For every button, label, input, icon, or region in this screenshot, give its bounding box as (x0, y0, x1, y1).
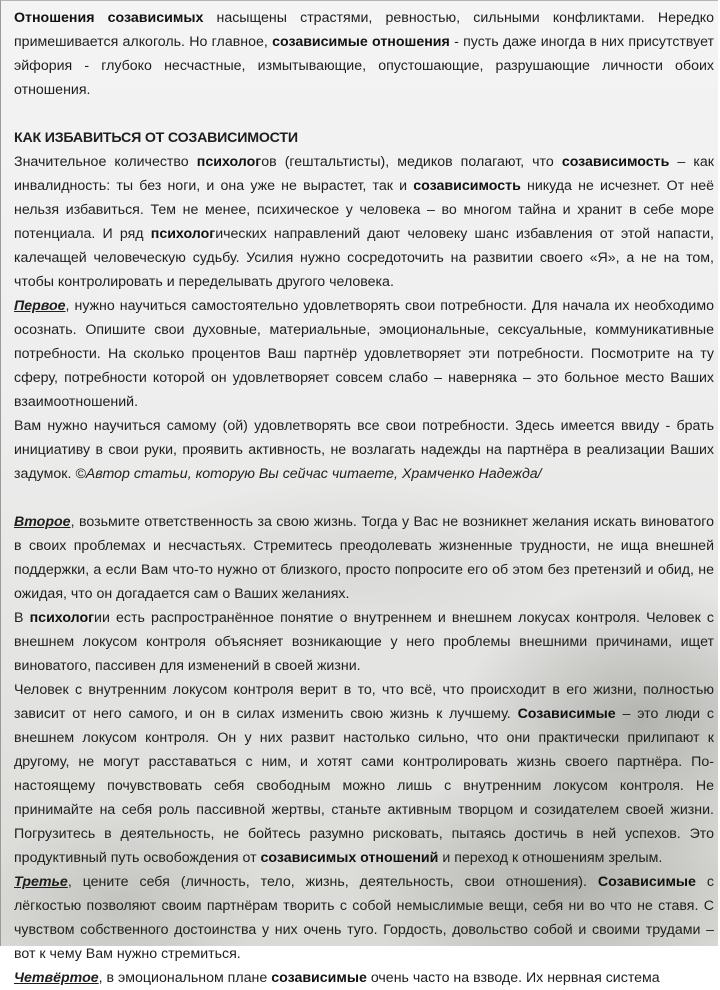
spacer (14, 486, 714, 510)
step-label-second: Второе (14, 514, 71, 530)
bold-term: психолог (196, 154, 262, 170)
section-heading: КАК ИЗБАВИТЬСЯ ОТ СОЗАВИСИМОСТИ (14, 130, 298, 146)
step-label-third: Третье (14, 874, 68, 890)
spacer (14, 102, 714, 126)
paragraph-fourth: Четвёртое, в эмоциональном плане созависимые очень часто на взводе. Их нервная система (14, 970, 660, 986)
bold-term: психолог (150, 226, 216, 242)
paragraph-codependency-overview: Значительное количество психологов (гештальтисты), медиков полагают, что созависимость – как инвалидность: ты без ноги, и она уже не вырастет, так и созависимость никуда не исчезнет. От неё нельзя избавиться. Тем не менее, психическое у человека – во многом тайна и хранит в себе море потенциала. И ряд психологических направлений дают человеку шанс избавления от этой напасти, калечащей человеческую судьбу. Усилия нужно сосредоточить на развитии своего «Я», а не на том, чтобы контролировать и переделывать другого человека. (14, 154, 715, 290)
bold-term: созависимых отношений (260, 850, 439, 866)
paragraph-third: Третье, цените себя (личность, тело, жизнь, деятельность, свои отношения). Созависимые с лёгкостью позволяют своим партнёрам творить с собой немыслимые вещи, себя ни во что не ставя. С чувством собственного достоинства у них очень туго. Гордость, довольство собой и своими трудами – вот к чему Вам нужно стремиться. (14, 874, 714, 962)
step-label-first: Первое (14, 298, 66, 314)
bold-term: Отношения созависимых (14, 10, 204, 26)
paragraph-first: Первое, нужно научиться самостоятельно удовлетворять свои потребности. Для начала их необходимо осознать. Опишите свои духовные, материальные, эмоциональные, сексуальные, коммуникативные потребности. На сколько процентов Ваш партнёр удовлетворяет эти потребности. Посмотрите на ту сферу, потребности которой он удовлетворяет совсем слабо – наверняка – это больное место Ваших взаимоотношений. (14, 298, 714, 410)
paragraph-locus: В психологии есть распространённое понятие о внутреннем и внешнем локусах контроля. Человек с внешнем локусом контроля объясняет возникающие у него проблемы внешними причинами, ищет виноватого, пассивен для изменений в своей жизни. (14, 610, 715, 674)
paragraph-second: Второе, возьмите ответственность за свою жизнь. Тогда у Вас не возникнет желания искать виноватого в своих проблемах и несчастьях. Стремитесь преодолевать жизненные трудности, не ища внешней поддержки, а если Вам что-то нужно от близкого, просто попросите его об этом без претензий и обид, не ожидая, что он догадается сам о Ваших желаниях. (14, 514, 714, 602)
bold-term: созависимость (413, 178, 521, 194)
paragraph-needs: Вам нужно научиться самому (ой) удовлетворять все свои потребности. Здесь имеется ввиду - брать инициативу в свои руки, проявить активность, не возлагать надежды на партнёра в реализации Ваших задумок. ©Автор статьи, которую Вы сейчас читаете, Храмченко Надежда/ (14, 418, 714, 482)
paragraph-internal-locus: Человек с внутренним локусом контроля верит в то, что всё, что происходит в его жизни, полностью зависит от него самого, и он в силах изменить свою жизнь к лучшему. Созависимые – это люди с внешнем локусом контроля. Он у них развит настолько сильно, что они практически прилипают к другому, не могут расставаться с ним, и хотят сами контролировать жизнь своего партнёра. По-настоящему почувствовать себя свободным можно лишь с внутренним локусом контроля. Не принимайте на себя роль пассивной жертвы, станьте активным творцом и созидателем своей жизни. Погрузитесь в деятельность, не бойтесь разумно рисковать, пытаясь достичь в ней успехов. Это продуктивный путь освобождения от созависимых отношений и переход к отношениям зрелым. (14, 682, 715, 866)
bold-term: созависимые (271, 970, 367, 986)
bold-term: созависимые отношения (272, 34, 450, 50)
step-label-fourth: Четвёртое (14, 970, 99, 986)
author-credit: ©Автор статьи, которую Вы сейчас читаете, Храмченко Надежда/ (75, 466, 542, 482)
bold-term: Созависимые (517, 706, 616, 722)
bold-term: психолог (29, 610, 95, 626)
bold-term: Созависимые (597, 874, 696, 890)
bold-term: созависимость (561, 154, 670, 170)
paragraph-intro: Отношения созависимых насыщены страстями, ревностью, сильными конфликтами. Нередко примешивается алкоголь. Но главное, созависимые отношения - пусть даже иногда в них присутствует эйфория - глубоко несчастные, измытывающие, опустошающие, разрушающие личности обоих отношения. (14, 10, 715, 98)
article-body (14, 6, 714, 990)
